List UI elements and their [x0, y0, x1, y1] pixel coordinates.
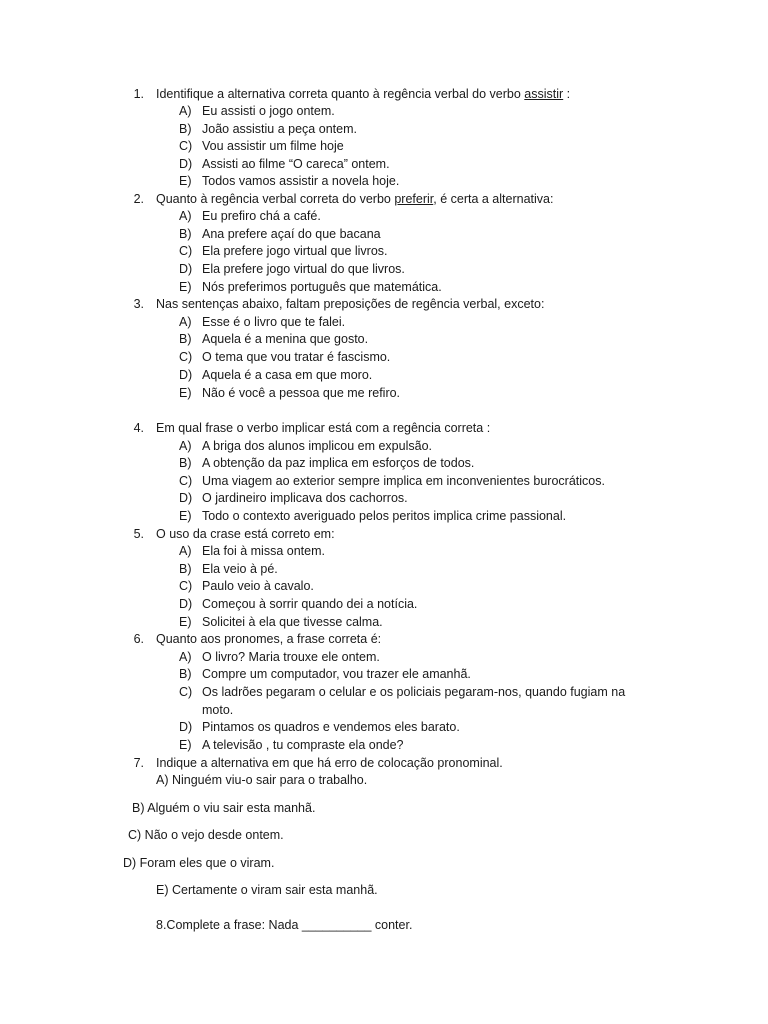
question-number: 6. — [133, 632, 144, 646]
option: D) Foram eles que o viram. — [123, 856, 275, 870]
question-text: Quanto à regência verbal correta do verbo preferir, é certa a alternativa: — [156, 192, 554, 206]
question-number: 2. — [133, 192, 144, 206]
document-page: 1. Identifique a alternativa correta quanto à regência verbal do verbo assistir : A) Eu assisti o jogo ontem. B) João assistiu a peça ontem. C) Vou assistir um filme hoje D) Assisti ao filme “O careca” ontem. E) Todos vamos assistir a novela hoje. 2. Quanto à regência verbal correta do verbo preferir, é certa a alternativa: A) Eu prefiro chá a café. B) Ana prefere açaí do que bacana C) Ela prefere jogo virtual que livros. D) Ela prefere jogo virtual do que livros. E) Nós preferimos português que matemática. 3. Nas sentenças abaixo, faltam preposições de regência verbal, exceto: A) Esse é o livro que te falei. B) Aquela é a menina que gosto. C) O tema que vou tratar é fascismo. D) Aquela é a casa em que moro. E) Não é você a pessoa que me refiro. 4. Em qual frase o verbo implicar está com a regência correta : A) A briga dos alunos implicou em expulsão. B) A obtenção da paz implica em esforços de todos. C) Uma viagem ao exterior sempre implica em inconvenientes burocráticos. D) O jardineiro implicava dos cachorros. E) Todo o contexto averiguado pelos peritos implica crime passional. 5. O uso da crase está correto em: A) Ela foi à missa ontem. B) Ela veio à pé. C) Paulo veio à cavalo. D) Começou à sorrir quando dei a notícia. E) Solicitei à ela que tivesse calma. 6. Quanto aos pronomes, a frase correta é: A) O livro? Maria trouxe ele ontem. B) Compre um computador, vou trazer ele amanhã. C) Os ladrões pegaram o celular e os policiais pegaram-nos, quando fugiam na moto. D) Pintamos os quadros e vendemos eles barato. E) A televisão , tu compraste ela onde? 7. Indique a alternativa em que há erro de colocação pronominal. A) Ninguém viu-o sair para o trabalho. B) Alguém o viu sair esta manhã. C) Não o vejo desde ontem. D) Foram eles que o viram. E) Certamente o viram sair esta manhã. 8.Complete a frase: Nada __________ conter. — [123, 87, 626, 932]
question-text: Nas sentenças abaixo, faltam preposições de regência verbal, exceto: — [156, 297, 545, 311]
question-text: Em qual frase o verbo implicar está com a regência correta : — [156, 421, 491, 435]
underlined-verb: preferir — [394, 192, 434, 206]
option: B) Alguém o viu sair esta manhã. — [132, 801, 316, 815]
option: E) Certamente o viram sair esta manhã. — [156, 883, 378, 897]
question-text: O uso da crase está correto em: — [156, 527, 335, 541]
question-number: 5. — [133, 527, 144, 541]
question-number: 3. — [133, 297, 144, 311]
question-text: Quanto aos pronomes, a frase correta é: — [156, 632, 382, 646]
question-number: 4. — [133, 421, 144, 435]
option: A) Ninguém viu-o sair para o trabalho. — [156, 773, 368, 787]
question-number: 1. — [133, 87, 144, 101]
question-text: Identifique a alternativa correta quanto à regência verbal do verbo assistir : — [156, 87, 571, 101]
question-number: 7. — [133, 756, 144, 770]
option: C) Não o vejo desde ontem. — [128, 828, 284, 842]
question-text: Indique a alternativa em que há erro de colocação pronominal. — [156, 756, 503, 770]
underlined-verb: assistir — [524, 87, 564, 101]
question-8: 8.Complete a frase: Nada __________ conter. — [156, 918, 413, 932]
